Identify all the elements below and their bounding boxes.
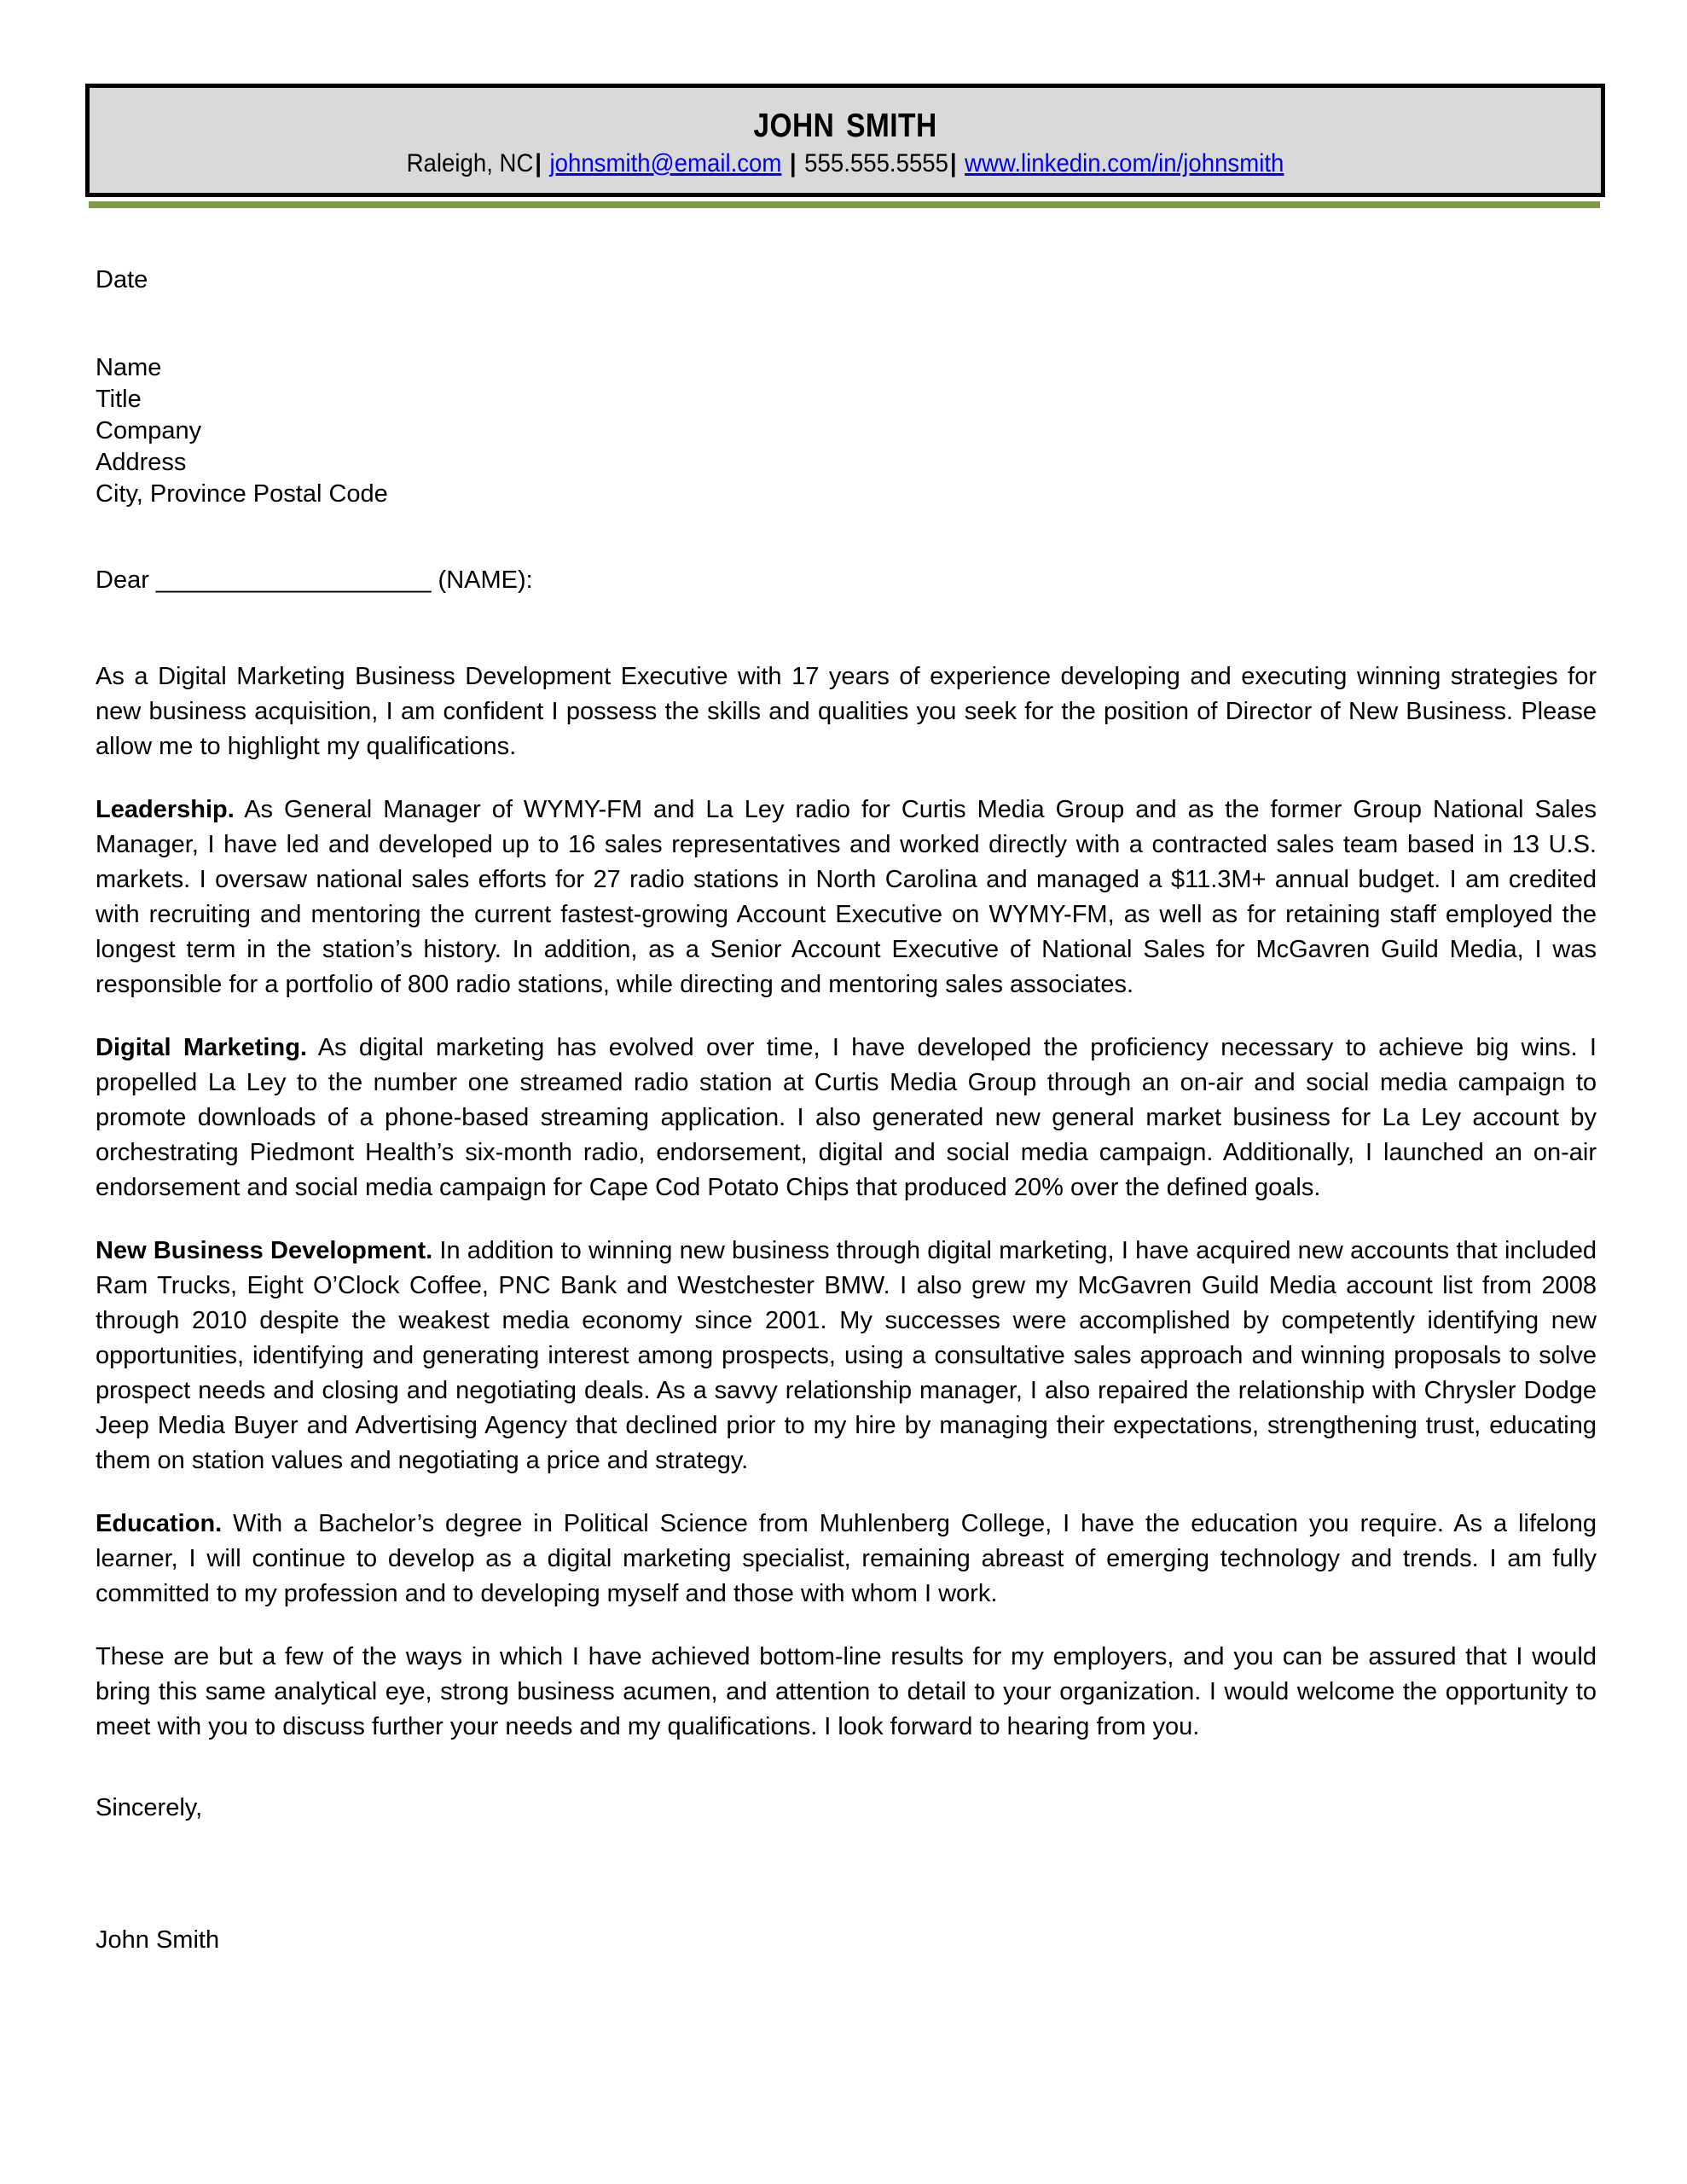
contact-separator-1: | <box>535 149 542 177</box>
paragraph-lead-new-business-development: New Business Development. <box>96 1237 433 1264</box>
contact-separator-3: | <box>949 149 957 177</box>
recipient-title: Title <box>96 386 142 413</box>
contact-phone: 555.555.5555 <box>804 149 948 177</box>
contact-separator-2: | <box>789 149 797 177</box>
paragraph-text: As a Digital Marketing Business Development Executive with 17 years of experience developing and executing winning strategies for new business acquisition, I am confident I possess the skills and qualities you seek for the position of Director of New Business. Please allow me to highlight my qualifications. <box>96 663 1597 760</box>
contact-location: Raleigh, NC <box>406 149 534 177</box>
paragraph-lead-education: Education. <box>96 1510 223 1537</box>
linkedin-link[interactable]: www.linkedin.com/in/johnsmith <box>965 149 1284 177</box>
recipient-city-line: City, Province Postal Code <box>96 480 388 508</box>
recipient-address-block <box>96 352 1597 510</box>
salutation-line: Dear ____________________ (NAME): <box>96 566 533 594</box>
paragraph-text: With a Bachelor’s degree in Political Science from Muhlenberg College, I have the education you require. As a lifelong learner, I will continue to develop as a digital marketing specialist, remaining abreast of emerging technology and trends. I am fully committed to my profession and to developing myself and those with whom I work. <box>96 1510 1597 1607</box>
recipient-address: Address <box>96 449 187 476</box>
recipient-company: Company <box>96 417 202 444</box>
signature-name: John Smith <box>96 1926 220 1954</box>
letter-body <box>96 264 1597 1956</box>
letterhead-header <box>85 84 1605 197</box>
paragraph-text: As digital marketing has evolved over time, I have developed the proficiency necessary to achieve big wins. I propelled La Ley to the number one streamed radio station at Curtis Media Group through an on-air and social media campaign to promote downloads of a phone-based streaming application. I also generated new general market business for La Ley account by orchestrating Piedmont Health’s six-month radio, endorsement, digital and social media campaign. Additionally, I launched an on-air endorsement and social media campaign for Cape Cod Potato Chips that produced 20% over the defined goals. <box>96 1034 1597 1201</box>
paragraph-text: In addition to winning new business through digital marketing, I have acquired new accounts that included Ram Trucks, Eight O’Clock Coffee, PNC Bank and Westchester BMW. I also grew my McGavren Guild Media account list from 2008 through 2010 despite the weakest media economy since 2001. My successes were accomplished by competently identifying new opportunities, identifying and generating interest among prospects, using a consultative sales approach and winning proposals to solve prospect needs and closing and negotiating deals. As a savvy relationship manager, I also repaired the relationship with Chrysler Dodge Jeep Media Buyer and Advertising Agency that declined prior to my hire by managing their expectations, strengthening trust, educating them on station values and negotiating a price and strategy. <box>96 1237 1597 1474</box>
paragraph-digital-marketing <box>96 1031 1597 1205</box>
paragraph-new-business-development <box>96 1234 1597 1478</box>
date-line: Date <box>96 266 148 293</box>
page-title: john smith <box>753 93 937 147</box>
paragraph-intro <box>96 659 1597 764</box>
closing-line: Sincerely, <box>96 1794 203 1821</box>
contact-line <box>150 149 1540 179</box>
paragraph-text: These are but a few of the ways in which I have achieved bottom-line results for my employers, and you can be assured that I would bring this same analytical eye, strong business acumen, and attention to detail to your organization. I would welcome the opportunity to meet with you to discuss further your needs and my qualifications. I look forward to hearing from you. <box>96 1643 1597 1740</box>
paragraph-lead-digital-marketing: Digital Marketing. <box>96 1034 307 1061</box>
paragraph-lead-leadership: Leadership. <box>96 796 235 823</box>
paragraph-education <box>96 1507 1597 1612</box>
email-link[interactable]: johnsmith@email.com <box>549 149 782 177</box>
paragraph-leadership <box>96 793 1597 1002</box>
paragraph-closing-statement <box>96 1640 1597 1745</box>
accent-divider <box>89 201 1600 208</box>
paragraph-text: As General Manager of WYMY-FM and La Ley radio for Curtis Media Group and as the former Group National Sales Manager, I have led and developed up to 16 sales representatives and worked directly with a contracted sales team based in 13 U.S. markets. I oversaw national sales efforts for 27 radio stations in North Carolina and managed a $11.3M+ annual budget. I am credited with recruiting and mentoring the current fastest-growing Account Executive on WYMY-FM, as well as for retaining staff employed the longest term in the station’s history. In addition, as a Senior Account Executive of National Sales for McGavren Guild Media, I was responsible for a portfolio of 800 radio stations, while directing and mentoring sales associates. <box>96 796 1597 998</box>
recipient-name: Name <box>96 354 162 381</box>
